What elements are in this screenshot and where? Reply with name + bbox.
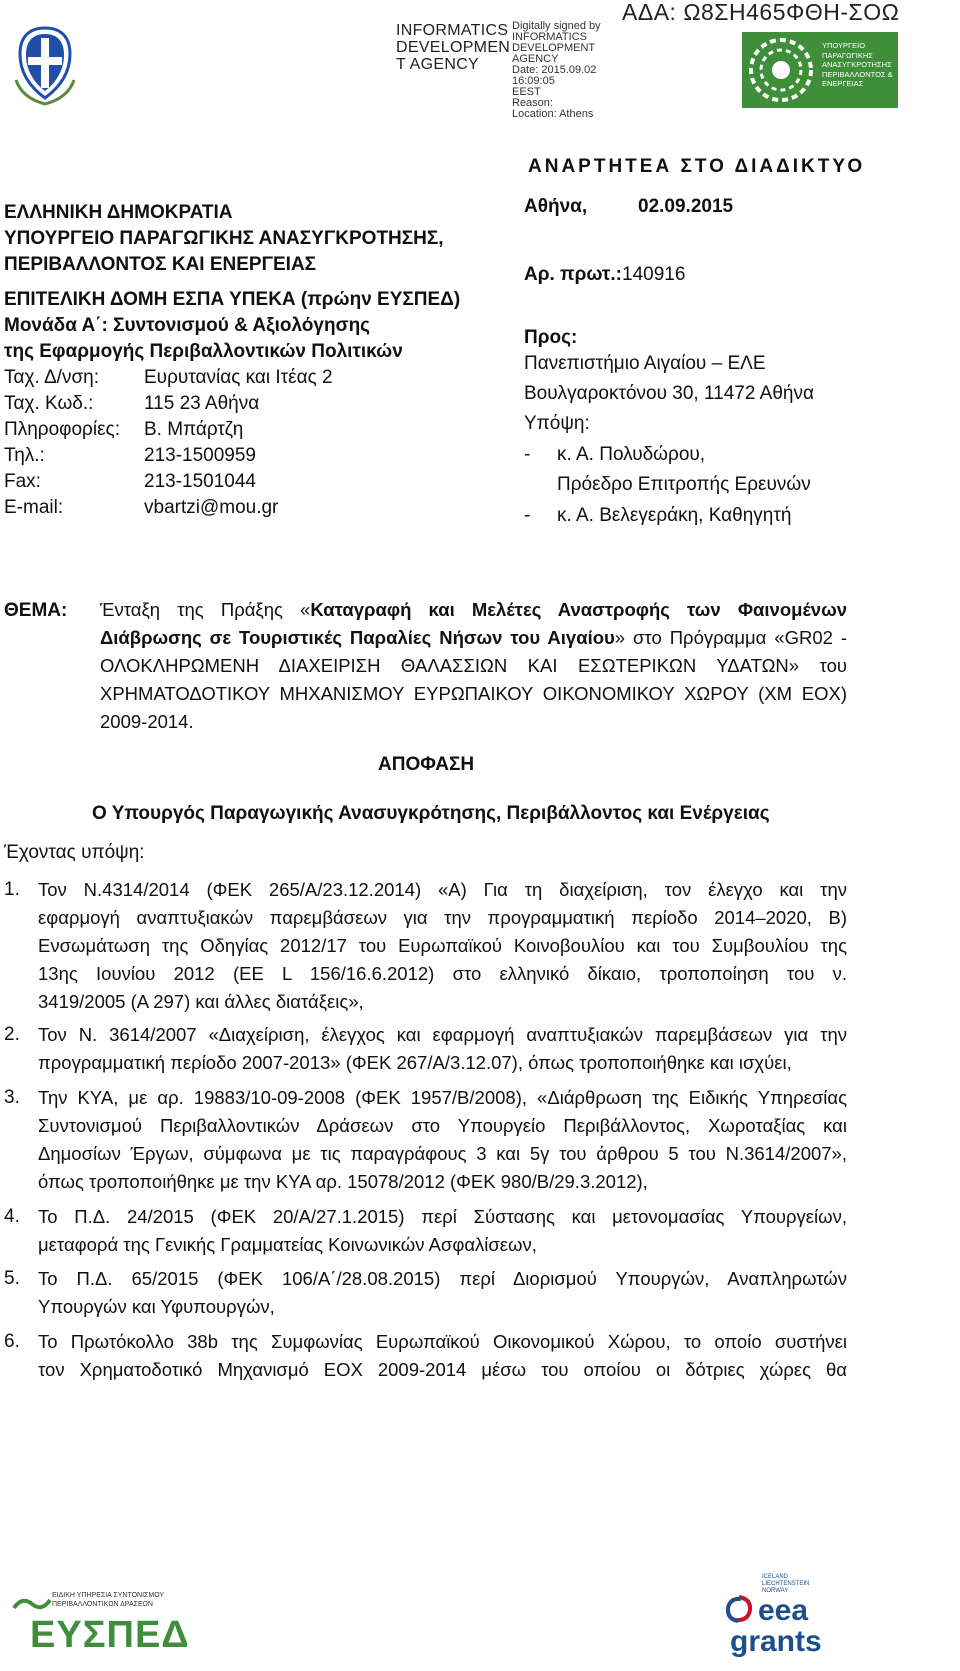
sender-line: της Εφαρμογής Περιβαλλοντικών Πολιτικών	[4, 341, 403, 362]
eea-grants-logo	[724, 1574, 834, 1664]
eea-word: grants	[730, 1625, 822, 1658]
subject-label: ΘΕΜΑ:	[4, 600, 68, 621]
item-number: 1.	[4, 879, 20, 900]
post-online-notice: ΑΝΑΡΤΗΤΕΑ ΣΤΟ ΔΙΑΔΙΚΤΥΟ	[528, 156, 866, 177]
eea-country: NORWAY	[762, 1588, 789, 1594]
email-link[interactable]: vbartzi@mou.gr	[144, 497, 279, 518]
ada-code: ΑΔΑ: Ω8ΣΗ465ΦΘΗ-ΣΟΩ	[622, 0, 900, 25]
sender-line: ΕΠΙΤΕΛΙΚΗ ΔΟΜΗ ΕΣΠΑ ΥΠΕΚΑ (πρώην ΕΥΣΠΕΔ)	[4, 289, 461, 310]
item-text	[38, 1328, 847, 1384]
signature-line: INFORMATICS	[512, 31, 587, 43]
item-row: Δημοσίων Έργων, σύμφωνα με τις παραγράφους 3 και 5γ του άρθρου 5 του Ν.3614/2007»,	[38, 1143, 847, 1164]
wave-icon	[12, 1594, 52, 1616]
date-city: Αθήνα,	[524, 196, 588, 217]
contact-value: 213-1500959	[144, 445, 256, 466]
eyspe-logo	[12, 1590, 190, 1664]
item-row: 13ης Ιουνίου 2012 (ΕΕ L 156/16.6.2012) στο ελληνικό δίκαιο, τροποποίηση του ν.	[38, 963, 847, 984]
to-label: Προς:	[524, 327, 578, 348]
cc-dash: -	[524, 444, 531, 465]
cc-line: κ. Α. Βελεγεράκη, Καθηγητή	[557, 505, 792, 526]
signature-line: DEVELOPMENT AGENCY	[512, 42, 595, 65]
cc-dash: -	[524, 505, 531, 526]
eea-country: ICELAND	[762, 1574, 789, 1580]
item-row: τον Χρηματοδοτικό Μηχανισμό ΕΟΧ 2009-2014 μέσω του οποίου οι δότριες χώρες θα	[38, 1359, 847, 1380]
signature-line: Date: 2015.09.02 16:09:05	[512, 64, 597, 87]
item-row: Συντονισμού Περιβαλλοντικών Δράσεων στο Υπουργείο Περιβάλλοντος, Χωροταξίας και	[38, 1115, 847, 1136]
subject-row: 2009-2014.	[100, 711, 194, 732]
contact-value: 213-1501044	[144, 471, 256, 492]
item-row: μεταφορά της Γενικής Γραμματείας Κοινωνικών Ασφαλίσεων,	[38, 1234, 537, 1255]
item-text	[38, 1265, 847, 1321]
sender-line: ΥΠΟΥΡΓΕΙΟ ΠΑΡΑΓΩΓΙΚΗΣ ΑΝΑΣΥΓΚΡΟΤΗΣΗΣ,	[4, 228, 444, 249]
item-text	[38, 876, 847, 1016]
recipient-line: Πανεπιστήμιο Αιγαίου – ΕΛΕ	[524, 353, 766, 374]
protocol-label: Αρ. πρωτ.:	[524, 264, 622, 285]
eea-swirl-icon	[724, 1594, 754, 1624]
contact-label: Ταχ. Κωδ.:	[4, 393, 94, 414]
item-text	[38, 1203, 847, 1259]
item-row: Τον Ν. 3614/2007 «Διαχείριση, έλεγχος και εφαρμογή αναπτυξιακών παρεμβάσεων για την	[38, 1024, 847, 1045]
item-row: εφαρμογή αναπτυξιακών παρεμβάσεων για την προγραμματική περίοδο 2014–2020, Β)	[38, 907, 847, 928]
subject-part: » στο Πρόγραμμα «GR02 -	[614, 627, 847, 648]
contact-value: Β. Μπάρτζη	[144, 419, 244, 440]
signer-org-line: INFORMATICS	[396, 22, 509, 39]
contact-label: Πληροφορίες:	[4, 419, 120, 440]
item-number: 5.	[4, 1268, 20, 1289]
subject-row: ΧΡΗΜΑΤΟΔΟΤΙΚΟΥ ΜΗΧΑΝΙΣΜΟΥ ΕΥΡΩΠΑΙΚΟΥ ΟΙΚΟΝΟΜΙΚΟΥ ΧΩΡΟΥ (ΧΜ ΕΟΧ)	[100, 683, 847, 704]
considering-label: Έχοντας υπόψη:	[4, 842, 145, 863]
digital-signature	[512, 21, 642, 120]
item-row: Ενσωμάτωση της Οδηγίας 2012/17 του Ευρωπαϊκού Κοινοβουλίου και του Συμβουλίου της	[38, 935, 847, 956]
eea-country: LIECHTENSTEIN	[762, 1581, 810, 1587]
item-text	[38, 1084, 847, 1196]
subject-text	[100, 596, 847, 736]
item-row: Το Π.Δ. 65/2015 (ΦΕΚ 106/Α΄/28.08.2015) περί Διορισμού Υπουργών, Αναπληρωτών	[38, 1268, 847, 1289]
signer-org-line: DEVELOPMEN	[396, 39, 511, 56]
signature-line: Digitally signed by	[512, 20, 601, 32]
item-number: 6.	[4, 1331, 20, 1352]
ministry-logo-text: ΥΠΟΥΡΓΕΙΟ ΠΑΡΑΓΩΓΙΚΗΣ ΑΝΑΣΥΓΚΡΟΤΗΣΗΣ ΠΕΡΙΒΑΛΛΟΝΤΟΣ & ΕΝΕΡΓΕΙΑΣ	[822, 41, 893, 88]
item-row: όπως τροποποιήθηκε με την ΚΥΑ αρ. 15078/2012 (ΦΕΚ 980/Β/29.3.2012),	[38, 1171, 648, 1192]
subject-bold-part: Καταγραφή και Μελέτες Αναστροφής των Φαινομένων	[310, 599, 847, 620]
signature-line: Location: Athens	[512, 108, 594, 120]
subject-part: Ένταξη της Πράξης «	[100, 599, 311, 620]
cc-line: κ. Α. Πολυδώρου,	[557, 444, 706, 465]
eyspe-name: ΕΥΣΠΕΔ	[30, 1614, 190, 1656]
item-row: Το Π.Δ. 24/2015 (ΦΕΚ 20/Α/27.1.2015) περί Σύστασης και μετονομασίας Υπουργείων,	[38, 1206, 847, 1227]
contact-label: Fax:	[4, 471, 41, 492]
eyspe-small-text: ΠΕΡΙΒΑΛΛΟΝΤΙΚΩΝ ΔΡΑΣΕΩΝ	[52, 1601, 153, 1608]
item-row: Το Πρωτόκολλο 38b της Συμφωνίας Ευρωπαϊκού Οικονομικού Χώρου, το οποίο συστήνει	[38, 1331, 847, 1352]
sender-line: ΕΛΛΗΝΙΚΗ ΔΗΜΟΚΡΑΤΙΑ	[4, 202, 233, 223]
sender-line: ΠΕΡΙΒΑΛΛΟΝΤΟΣ ΚΑΙ ΕΝΕΡΓΕΙΑΣ	[4, 254, 317, 275]
signature-line: Reason:	[512, 97, 553, 109]
item-number: 3.	[4, 1087, 20, 1108]
subject-bold-part: Διάβρωσης σε Τουριστικές Παραλίες Νήσων του Αιγαίου	[100, 627, 615, 648]
contact-value: Ευρυτανίας και Ιτέας 2	[144, 367, 333, 388]
item-number: 4.	[4, 1206, 20, 1227]
subject-row: ΟΛΟΚΛΗΡΩΜΕΝΗ ΔΙΑΧΕΙΡΙΣΗ ΘΑΛΑΣΣΙΩΝ ΚΑΙ ΕΣΩΤΕΡΙΚΩΝ ΥΔΑΤΩΝ» του	[100, 655, 847, 676]
cc-line: Πρόεδρο Επιτροπής Ερευνών	[557, 474, 811, 495]
item-number: 2.	[4, 1024, 20, 1045]
minister-title: Ο Υπουργός Παραγωγικής Ανασυγκρότησης, Περιβάλλοντος και Ενέργειας	[92, 803, 770, 824]
protocol-number: 140916	[622, 264, 686, 285]
recipient-line: Βουλγαροκτόνου 30, 11472 Αθήνα	[524, 383, 814, 404]
contact-label: E-mail:	[4, 497, 64, 518]
date-value: 02.09.2015	[638, 196, 734, 217]
signature-line: EEST	[512, 86, 541, 98]
decision-title: ΑΠΟΦΑΣΗ	[378, 754, 475, 775]
item-row: προγραμματική περίοδο 2007-2013» (ΦΕΚ 267/Α/3.12.07), όπως τροποποιήθηκε και ισχύει,	[38, 1052, 792, 1073]
contact-label: Τηλ.:	[4, 445, 45, 466]
eea-word: eea	[758, 1594, 809, 1627]
item-row: Υπουργών και Υφυπουργών,	[38, 1296, 275, 1317]
greek-emblem	[14, 20, 76, 106]
signer-org-line: T AGENCY	[396, 56, 480, 73]
contact-value: 115 23 Αθήνα	[144, 393, 260, 414]
item-text	[38, 1021, 847, 1077]
ministry-logo	[742, 32, 898, 108]
eyspe-small-text: ΕΙΔΙΚΗ ΥΠΗΡΕΣΙΑ ΣΥΝΤΟΝΙΣΜΟΥ	[52, 1592, 165, 1599]
sender-line: Μονάδα Α΄: Συντονισμού & Αξιολόγησης	[4, 315, 371, 336]
contact-label: Ταχ. Δ/νση:	[4, 367, 100, 388]
item-row: 3419/2005 (Α 297) και άλλες διατάξεις»,	[38, 991, 364, 1012]
item-row: Την ΚΥΑ, με αρ. 19883/10-09-2008 (ΦΕΚ 1957/Β/2008), «Διάρθρωση της Ειδικής Υπηρεσίας	[38, 1087, 847, 1108]
leaf-spiral-icon	[746, 35, 816, 105]
cc-label: Υπόψη:	[524, 413, 590, 434]
item-row: Τον Ν.4314/2014 (ΦΕΚ 265/Α/23.12.2014) «Α) Για τη διαχείριση, τον έλεγχο και την	[38, 879, 847, 900]
signer-organization	[396, 22, 511, 73]
